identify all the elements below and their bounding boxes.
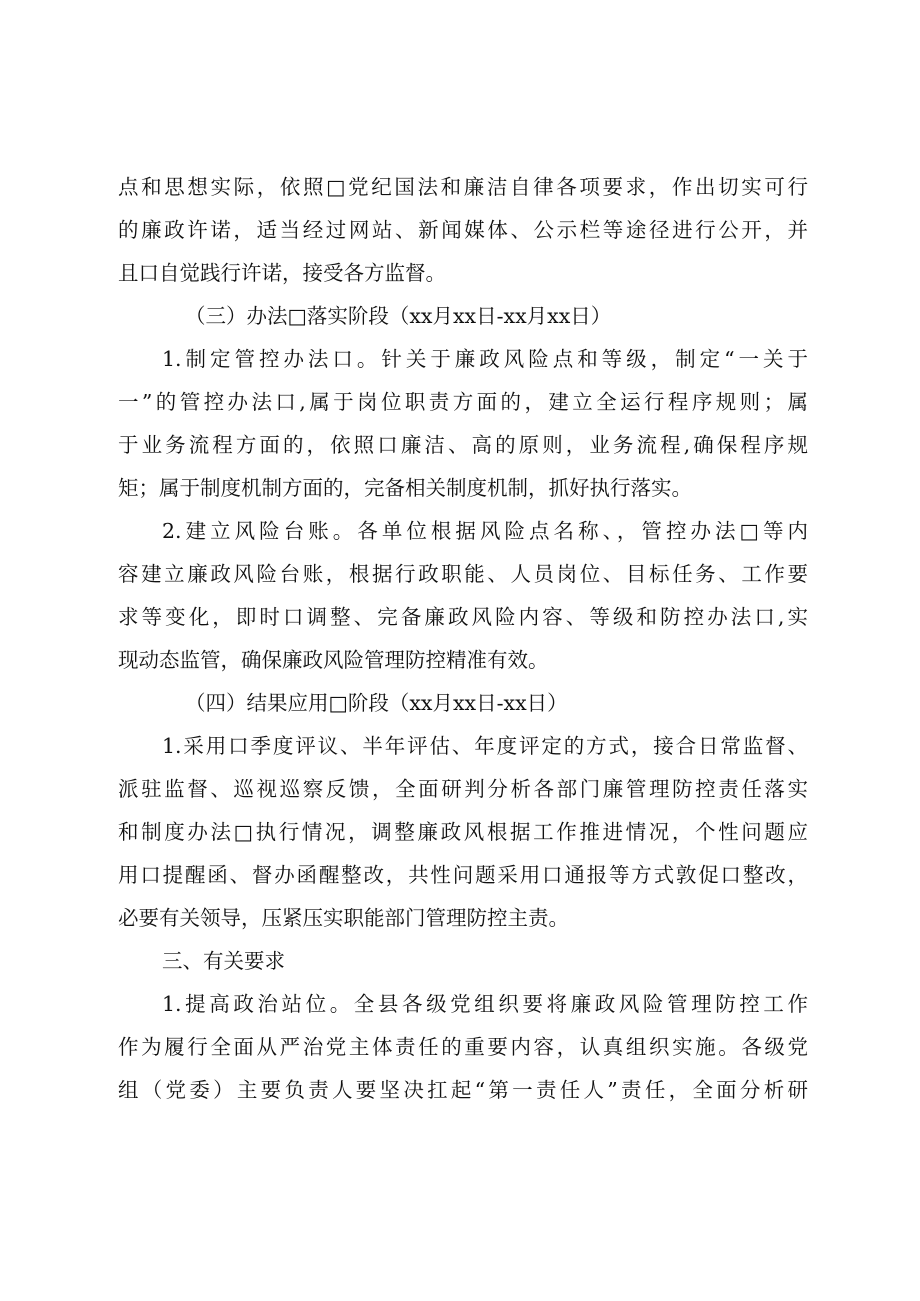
- text-line: 1.制定管控办法口。针关于廉政风险点和等级，制定“一关于: [162, 347, 808, 371]
- text-line: 派驻监督、巡视巡察反馈，全面研判分析各部门廉管理防控责任落实: [118, 777, 808, 801]
- text-line: 容建立廉政风险台账，根据行政职能、人员岗位、目标任务、工作要: [118, 562, 808, 586]
- section-heading: （三）办法□落实阶段（xx月xx日-xx月xx日）: [185, 304, 612, 328]
- text-line: 且口自觉践行许诺，接受各方监督。: [118, 261, 446, 285]
- text-line: 用口提醒函、督办函醒整改，共性问题采用口通报等方式敦促口整改，: [118, 863, 808, 887]
- text-line: 点和思想实际，依照□党纪国法和廉洁自律各项要求，作出切实可行: [118, 175, 808, 199]
- text-line: 求等变化，即时口调整、完备廉政风险内容、等级和防控办法口,实: [118, 605, 808, 629]
- text-line: 一”的管控办法口,属于岗位职责方面的，建立全运行程序规则；属: [118, 390, 808, 414]
- section-heading: 三、有关要求: [162, 949, 285, 973]
- text-line: 1.提高政治站位。全县各级党组织要将廉政风险管理防控工作: [162, 992, 808, 1016]
- text-line: 现动态监管，确保廉政风险管理防控精准有效。: [118, 648, 549, 672]
- text-line: 于业务流程方面的，依照口廉洁、高的原则，业务流程,确保程序规: [118, 433, 808, 457]
- text-line: 1.采用口季度评议、半年评估、年度评定的方式，接合日常监督、: [162, 734, 808, 758]
- text-line: 组（党委）主要负责人要坚决扛起“第一责任人”责任，全面分析研: [118, 1078, 808, 1102]
- text-line: 和制度办法□执行情况，调整廉政风根据工作推进情况，个性问题应: [118, 820, 808, 844]
- text-line: 矩；属于制度机制方面的，完备相关制度机制，抓好执行落实。: [118, 476, 692, 500]
- section-heading: （四）结果应用□阶段（xx月xx日-xx日）: [185, 691, 568, 715]
- text-line: 作为履行全面从严治党主体责任的重要内容，认真组织实施。各级党: [118, 1035, 808, 1059]
- text-line: 2.建立风险台账。各单位根据风险点名称、，管控办法□等内: [162, 519, 808, 543]
- text-line: 的廉政许诺，适当经过网站、新闻媒体、公示栏等途径进行公开，并: [118, 218, 808, 242]
- text-line: 必要有关领导，压紧压实职能部门管理防控主责。: [118, 906, 569, 930]
